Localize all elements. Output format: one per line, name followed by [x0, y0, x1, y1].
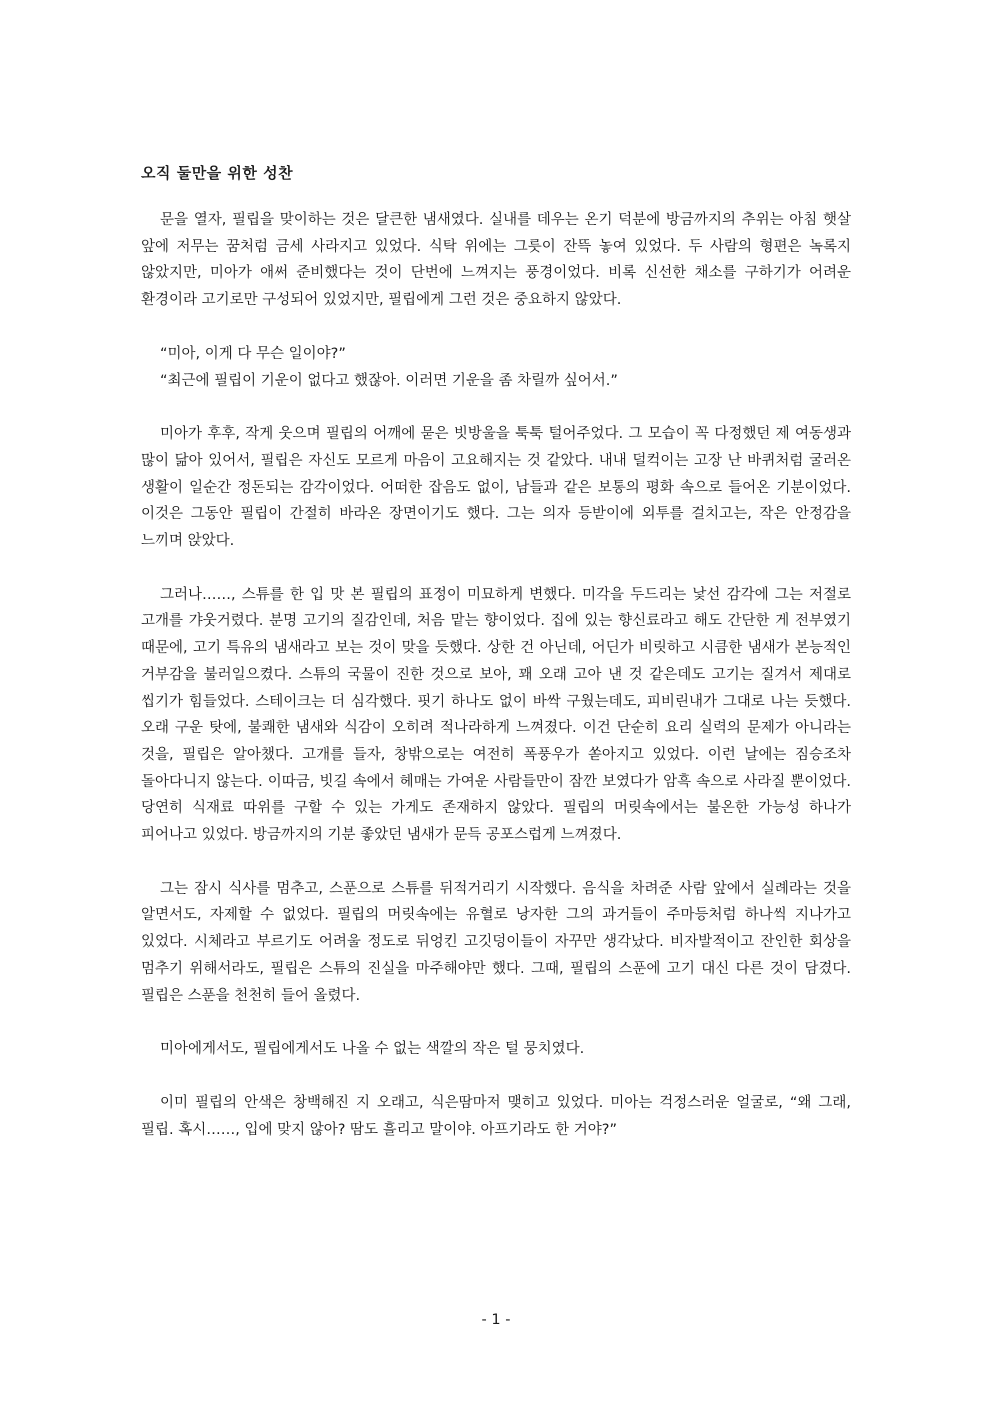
paragraph: 미아가 후후, 작게 웃으며 필립의 어깨에 묻은 빗방울을 툭툭 털어주었다. 그 모습이 꼭 다정했던 제 여동생과 많이 닮아 있어서, 필립은 자신도 모르게 마음이 고요해지는 것 같았다. 내내 덜컥이는 고장 난 바퀴처럼 굴러온 생활이 일순간 정돈되는 감각이었다. 어떠한 잡음도 없이, 남들과 같은 보통의 평화 속으로 들어온 기분이었다. 이것은 그동안 필립이 간절히 바라온 장면이기도 했다. 그는 의자 등받이에 외투를 걸치고는, 작은 안정감을 느끼며 앉았다.: [141, 426, 851, 550]
dialogue-block: [141, 341, 851, 394]
page-number: - 1 -: [481, 1312, 511, 1328]
paragraph: 문을 열자, 필립을 맞이하는 것은 달큰한 냄새였다. 실내를 데우는 온기 덕분에 방금까지의 추위는 아침 햇살 앞에 저무는 꿈처럼 금세 사라지고 있었다. 식탁 위에는 그릇이 잔뜩 놓여 있었다. 두 사람의 형편은 녹록지 않았지만, 미아가 애써 준비했다는 것이 단번에 느껴지는 풍경이었다. 비록 신선한 채소를 구하기가 어려운 환경이라 고기로만 구성되어 있었지만, 필립에게 그런 것은 중요하지 않았다.: [141, 212, 851, 309]
document-title: 오직 둘만을 위한 성찬: [141, 164, 294, 182]
document-body: [141, 160, 851, 1170]
paragraph: 이미 필립의 안색은 창백해진 지 오래고, 식은땀마저 맺히고 있었다. 미아는 걱정스러운 얼굴로, “왜 그래, 필립. 혹시……, 입에 맞지 않아? 땀도 흘리고 말이야. 아프기라도 한 거야?”: [141, 1094, 851, 1138]
paragraph: 미아에게서도, 필립에게서도 나올 수 없는 색깔의 작은 털 뭉치였다.: [160, 1041, 585, 1058]
dialogue-line: “미아, 이게 다 무슨 일이야?”: [160, 345, 346, 362]
dialogue-line: “최근에 필립이 기운이 없다고 했잖아. 이러면 기운을 좀 차릴까 싶어서.”: [160, 372, 618, 389]
paragraph: 그러나……, 스튜를 한 입 맛 본 필립의 표정이 미묘하게 변했다. 미각을 두드리는 낯선 감각에 그는 저절로 고개를 갸웃거렸다. 분명 고기의 질감인데, 처음 맡는 향이었다. 집에 있는 향신료라고 해도 간단한 게 전부였기 때문에, 고기 특유의 냄새라고 보는 것이 맞을 듯했다. 상한 건 아닌데, 어딘가 비릿하고 시큼한 냄새가 본능적인 거부감을 불러일으켰다. 스튜의 국물이 진한 것으로 보아, 꽤 오래 고아 낸 것 같은데도 고기는 질겨서 제대로 씹기가 힘들었다. 스테이크는 더 심각했다. 핏기 하나도 없이 바싹 구웠는데도, 피비린내가 그대로 나는 듯했다. 오래 구운 탓에, 불쾌한 냄새와 식감이 오히려 적나라하게 느껴졌다. 이건 단순히 요리 실력의 문제가 아니라는 것을, 필립은 알아챘다. 고개를 들자, 창밖으로는 여전히 폭풍우가 쏟아지고 있었다. 이런 날에는 짐승조차 돌아다니지 않는다. 이따금, 빗길 속에서 헤매는 가여운 사람들만이 잠깐 보였다가 암흑 속으로 사라질 뿐이었다. 당연히 식재료 따위를 구할 수 있는 가게도 존재하지 않았다. 필립의 머릿속에서는 불온한 가능성 하나가 피어나고 있었다. 방금까지의 기분 좋았던 냄새가 문득 공포스럽게 느껴졌다.: [141, 586, 851, 844]
paragraph: 그는 잠시 식사를 멈추고, 스푼으로 스튜를 뒤적거리기 시작했다. 음식을 차려준 사람 앞에서 실례라는 것을 알면서도, 자제할 수 없었다. 필립의 머릿속에는 유혈로 낭자한 그의 과거들이 주마등처럼 하나씩 지나가고 있었다. 시체라고 부르기도 어려울 정도로 뒤엉킨 고깃덩이들이 자꾸만 생각났다. 비자발적이고 잔인한 회상을 멈추기 위해서라도, 필립은 스튜의 진실을 마주해야만 했다. 그때, 필립의 스푼에 고기 대신 다른 것이 담겼다. 필립은 스푼을 천천히 들어 올렸다.: [141, 880, 851, 1004]
